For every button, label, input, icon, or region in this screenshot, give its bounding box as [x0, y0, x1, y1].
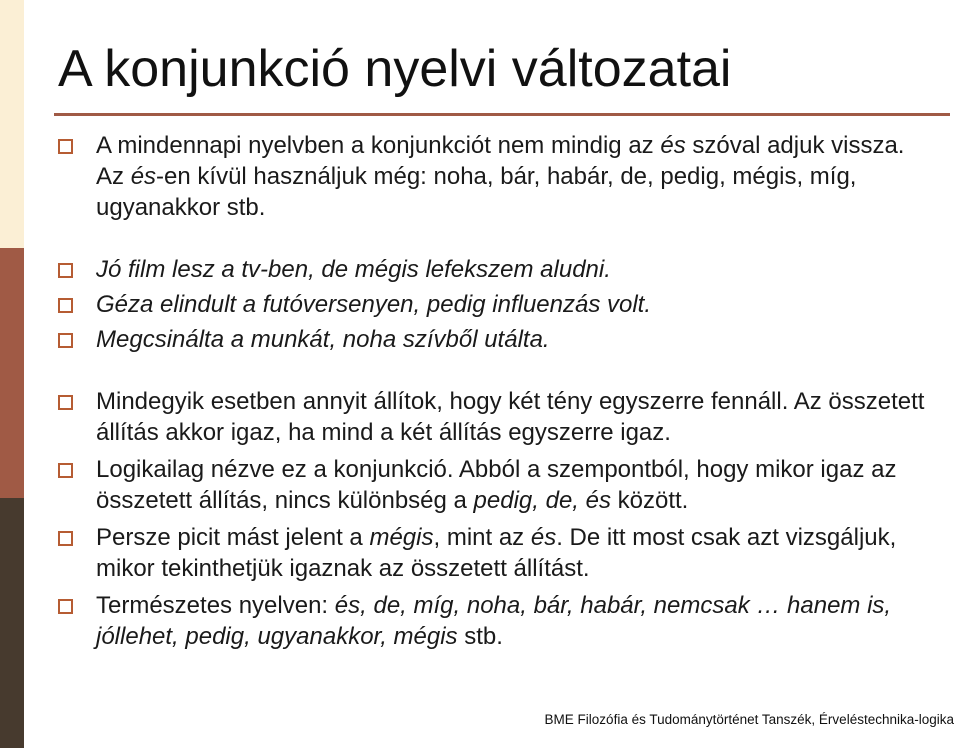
text-run: között. [610, 487, 689, 514]
hollow-square-icon [58, 463, 73, 478]
text-run: Logikailag nézve ez a konjunkció. Abból a szempontból, hogy mikor igaz az összetett állítás, nincs különbség a [96, 456, 897, 514]
italic-text-run: és [130, 163, 157, 190]
hollow-square-icon [58, 263, 73, 278]
bullet-item [56, 254, 936, 285]
bullet-item [56, 130, 936, 223]
bullet-text [96, 524, 896, 582]
italic-text-run: Jó film lesz a tv-ben, de mégis lefekszem aludni. [96, 256, 611, 283]
hollow-square-icon [58, 599, 73, 614]
text-run: Persze picit mást jelent a [96, 524, 370, 551]
italic-text-run: pedig, de, és [473, 487, 611, 514]
italic-text-run: Géza elindult a futóversenyen, pedig influenzás volt. [96, 291, 652, 318]
bullet-text [96, 388, 924, 446]
hollow-square-icon [58, 333, 73, 348]
side-stripe-bottom [0, 498, 24, 748]
bullet-item [56, 522, 936, 584]
italic-text-run: mégis [369, 524, 434, 551]
text-run: Mindegyik esetben annyit állítok, hogy két tény egyszerre fennáll. Az összetett állítás akkor igaz, ha mind a két állítás egyszerre igaz. [96, 388, 925, 446]
bullet-text [96, 256, 611, 283]
slide-footer: BME Filozófia és Tudománytörténet Tanszék, Érveléstechnika-logika [544, 712, 954, 727]
italic-text-run: Megcsinálta a munkát, noha szívből utálta. [96, 326, 550, 353]
text-run: A mindennapi nyelvben a konjunkciót nem mindig az [96, 132, 661, 159]
text-run: stb. [457, 623, 503, 650]
italic-text-run: és [530, 524, 557, 551]
bullet-item [56, 590, 936, 652]
bullet-text [96, 456, 896, 514]
side-stripe-middle [0, 248, 24, 498]
bullet-text [96, 291, 651, 318]
text-run: -en kívül használjuk még: noha, bár, habár, de, pedig, mégis, míg, ugyanakkor stb. [96, 163, 857, 221]
title-underline [54, 113, 950, 116]
bullet-item [56, 289, 936, 320]
bullet-item [56, 324, 936, 355]
text-run: Természetes nyelven: [96, 592, 335, 619]
italic-text-run: és [660, 132, 686, 159]
bullet-text [96, 326, 550, 353]
bullet-text [96, 132, 904, 221]
text-run: , mint az [433, 524, 531, 551]
text-run: szóval adjuk vissza. Az [96, 132, 905, 190]
italic-text-run: és, de, míg, noha, bár, habár, nemcsak … hanem is, jóllehet, pedig, ugyanakkor, mégis [96, 592, 892, 650]
bullet-item [56, 454, 936, 516]
hollow-square-icon [58, 531, 73, 546]
hollow-square-icon [58, 298, 73, 313]
bullet-list [56, 130, 936, 652]
bullet-item [56, 386, 936, 448]
side-stripe-top [0, 0, 24, 248]
text-run: . De itt most csak azt vizsgáljuk, mikor tekinthetjük igaznak az összetett állítást. [96, 524, 897, 582]
slide-title: A konjunkció nyelvi változatai [58, 40, 732, 98]
bullet-text [96, 592, 891, 650]
hollow-square-icon [58, 139, 73, 154]
hollow-square-icon [58, 395, 73, 410]
